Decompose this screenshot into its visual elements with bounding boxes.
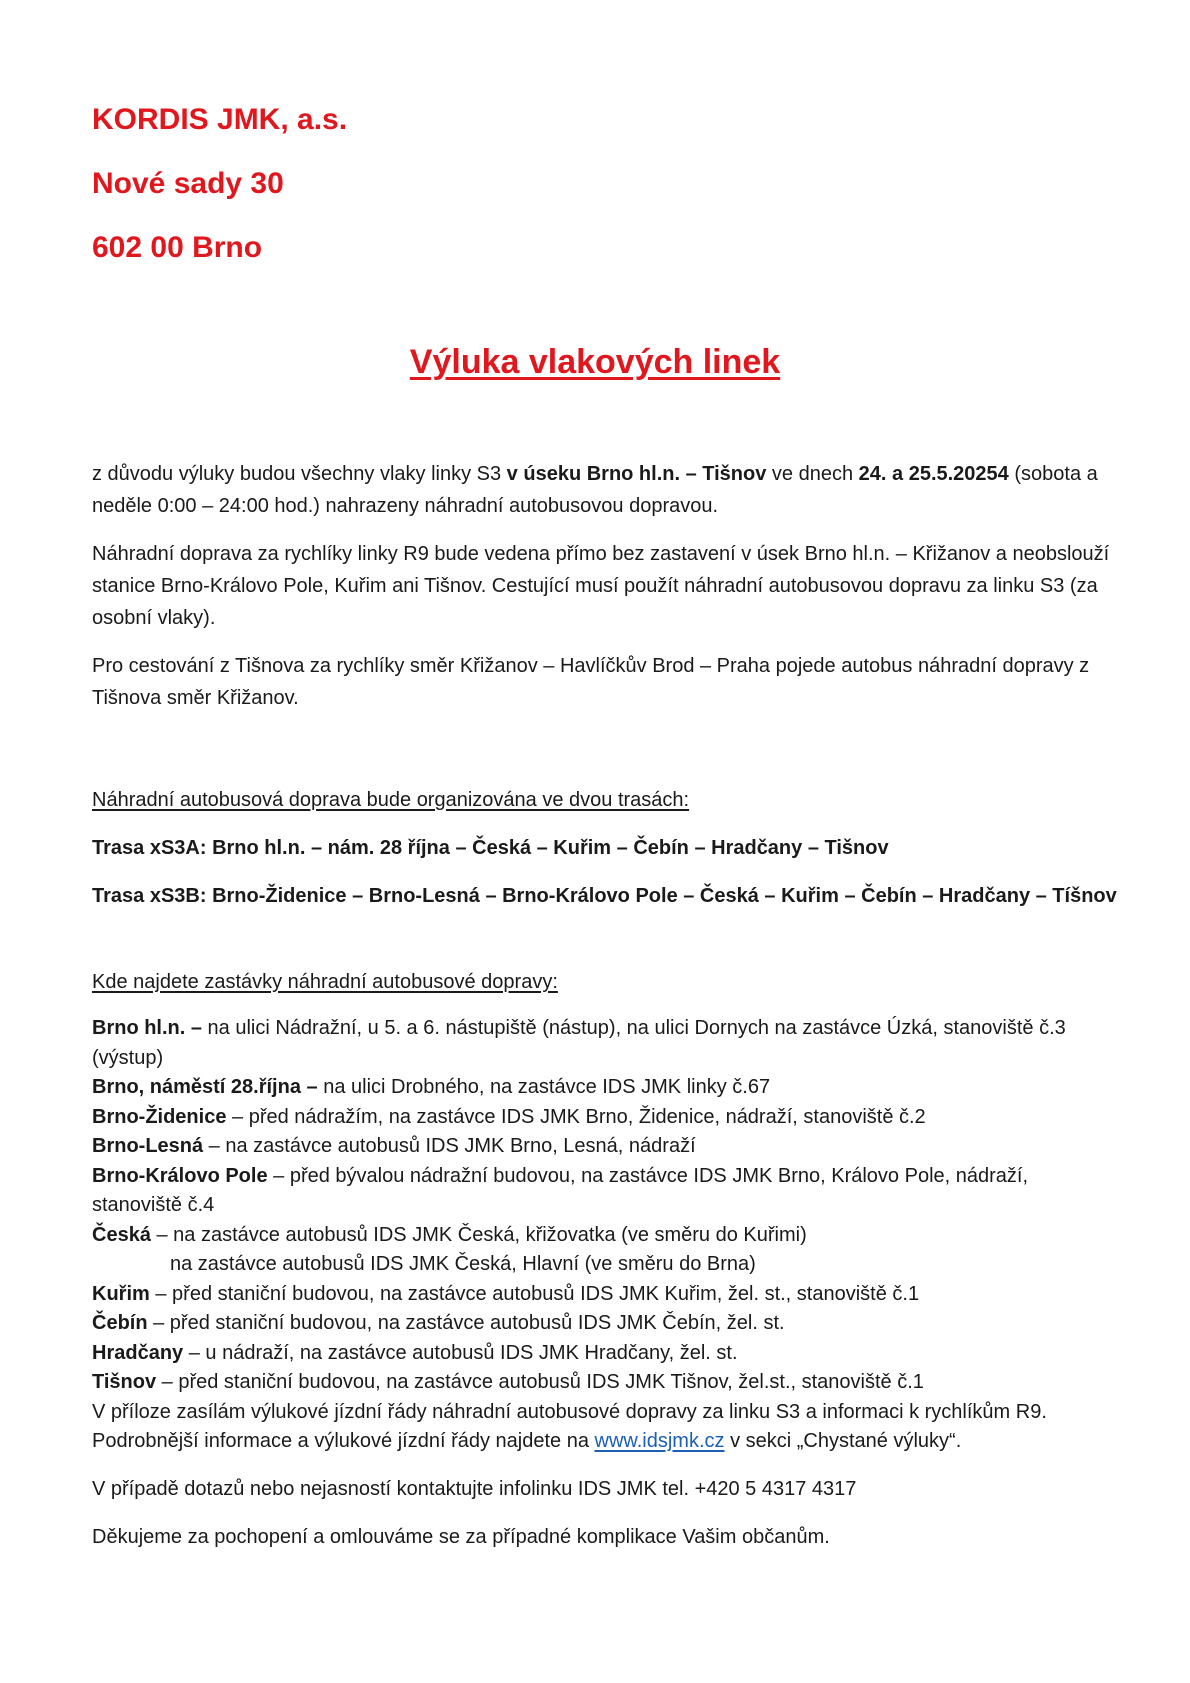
stop-name: Kuřim <box>92 1282 150 1305</box>
stops-heading: Kde najdete zastávky náhradní autobusové dopravy: <box>92 971 558 993</box>
route-xs3a-text: Trasa xS3A: Brno hl.n. – nám. 28 října – Česká – Kuřim – Čebín – Hradčany – Tišnov <box>92 837 889 859</box>
list-item <box>92 1073 1122 1103</box>
intro-paragraph-1 <box>92 458 1122 522</box>
sender-city: 602 00 Brno <box>92 231 263 264</box>
list-item <box>92 1250 1122 1280</box>
list-item <box>92 1339 1122 1369</box>
stop-desc: – před staniční budovou, na zastávce autobusů IDS JMK Tišnov, žel.st., stanoviště č.1 <box>156 1371 924 1393</box>
info-text: Podrobnější informace a výlukové jízdní řády najdete na <box>92 1430 595 1452</box>
spacer <box>92 730 1122 784</box>
stop-name: Brno-Židenice <box>92 1105 227 1128</box>
intro-paragraph-2: Náhradní doprava za rychlíky linky R9 bude vedena přímo bez zastavení v úsek Brno hl.n. – Křižanov a neobslouží stanice Brno-Královo Pole, Kuřim ani Tišnov. Cestující musí použít náhradní autobusovou dopravu za linku S3 (za osobní vlaky). <box>92 543 1110 629</box>
stop-desc: – u nádraží, na zastávce autobusů IDS JMK Hradčany, žel. st. <box>183 1341 738 1364</box>
sender-company: KORDIS JMK, a.s. <box>92 103 348 136</box>
thanks-note: Děkujeme za pochopení a omlouváme se za případné komplikace Vašim občanům. <box>92 1525 830 1548</box>
route-xs3b <box>92 880 1122 912</box>
stop-name: Brno-Lesná <box>92 1135 204 1157</box>
list-item <box>92 1132 1122 1162</box>
attachment-note: V příloze zasílám výlukové jízdní řády náhradní autobusové dopravy za linku S3 a informaci k rychlíkům R9. <box>92 1400 1047 1423</box>
stop-name: Brno-Královo Pole <box>92 1164 268 1187</box>
stop-desc: – před nádražím, na zastávce IDS JMK Brno, Židenice, nádraží, stanoviště č.2 <box>226 1105 926 1128</box>
stop-name: Brno, náměstí 28.října – <box>92 1076 318 1098</box>
intro-text: (sobota a neděle 0:00 – 24:00 hod.) nahrazeny náhradní autobusovou dopravou. <box>92 463 1098 517</box>
stop-desc: – před bývalou nádražní budovou, na zastávce IDS JMK Brno, Královo Pole, nádraží, stanoviště č.4 <box>92 1164 1029 1216</box>
sender-address <box>92 88 347 280</box>
list-item <box>92 1368 1122 1398</box>
stop-desc: – před staniční budovou, na zastávce autobusů IDS JMK Čebín, žel. st. <box>147 1312 785 1334</box>
document-title: Výluka vlakových linek <box>409 343 781 381</box>
list-item <box>92 1103 1122 1133</box>
idsjmk-link[interactable]: www.idsjmk.cz <box>594 1430 725 1452</box>
stop-desc: na ulici Nádražní, u 5. a 6. nástupiště (nástup), na ulici Dornych na zastávce Úzká, stanoviště č.3 (výstup) <box>92 1017 1066 1069</box>
routes-heading: Náhradní autobusová doprava bude organizována ve dvou trasách: <box>92 789 690 811</box>
info-note <box>92 1427 1122 1457</box>
intro-dates: 24. a 25.5.20254 <box>858 463 1009 485</box>
stop-name: Hradčany <box>92 1341 184 1364</box>
stops-list <box>92 1014 1122 1457</box>
stop-desc: na zastávce autobusů IDS JMK Česká, Hlavní (ve směru do Brna) <box>170 1253 756 1275</box>
intro-text: ve dnech <box>766 463 859 485</box>
sender-street: Nové sady 30 <box>92 167 284 200</box>
stop-name: Tišnov <box>92 1371 157 1393</box>
list-item <box>92 1221 1122 1251</box>
stop-desc: na ulici Drobného, na zastávce IDS JMK linky č.67 <box>317 1076 771 1098</box>
list-item <box>92 1162 1122 1221</box>
intro-text: z důvodu výluky budou všechny vlaky linky S3 <box>92 463 507 485</box>
stop-desc: – před staniční budovou, na zastávce autobusů IDS JMK Kuřim, žel. st., stanoviště č.1 <box>149 1282 920 1305</box>
list-item <box>92 1014 1122 1073</box>
stop-name: Brno hl.n. – <box>92 1017 202 1039</box>
list-item <box>92 1280 1122 1310</box>
stop-name: Čebín <box>92 1312 148 1334</box>
spacer <box>92 928 1122 966</box>
list-item <box>92 1309 1122 1339</box>
route-xs3b-text: Trasa xS3B: Brno-Židenice – Brno-Lesná – Brno-Královo Pole – Česká – Kuřim – Čebín – Hradčany – Tíšnov <box>92 885 1117 907</box>
document-body <box>92 458 1122 1569</box>
intro-paragraph-3: Pro cestování z Tišnova za rychlíky směr Křižanov – Havlíčkův Brod – Praha pojede autobus náhradní dopravy z Tišnova směr Křižanov. <box>92 655 1090 709</box>
stop-desc: – na zastávce autobusů IDS JMK Brno, Lesná, nádraží <box>203 1135 696 1157</box>
route-xs3a <box>92 832 1122 864</box>
info-text: v sekci „Chystané výluky“. <box>724 1430 962 1452</box>
stop-desc: – na zastávce autobusů IDS JMK Česká, křižovatka (ve směru do Kuřimi) <box>150 1223 807 1246</box>
stop-name: Česká <box>92 1223 151 1246</box>
contact-note: V případě dotazů nebo nejasností kontaktujte infolinku IDS JMK tel. +420 5 4317 4317 <box>92 1477 857 1500</box>
intro-section: v úseku Brno hl.n. – Tišnov <box>506 463 767 485</box>
